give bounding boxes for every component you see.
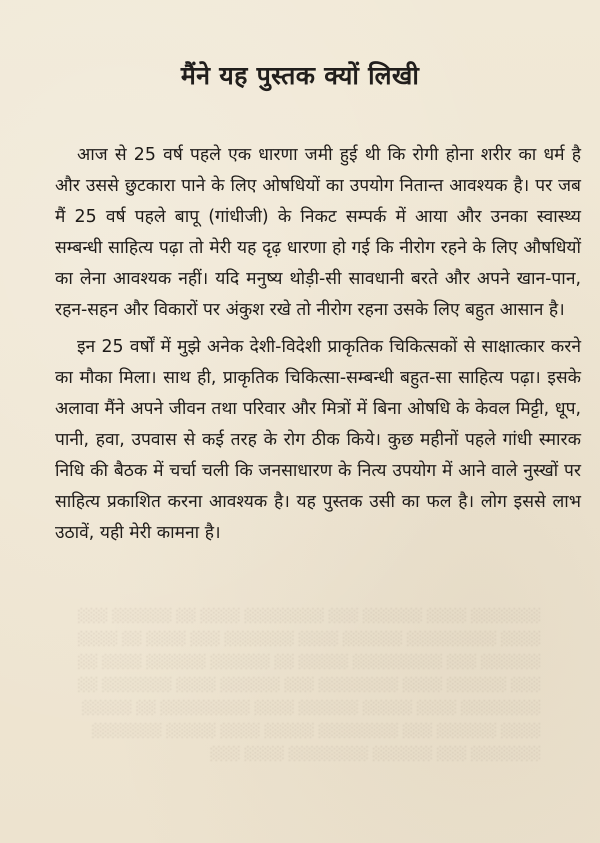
show-through-text-bottom: ░░░░░░░ ░░░░ ░░░░░░ ░░░ ░░░░░░░░ ░░░░ ░░ ░░░░░░ ░░░ ░░░░ ░░░░░░░░░ ░░░░░░ ░░░░ ░░░░░░░ ░░░ ░░░░ ░░ ░░░░ ░░░░░░ ░░░ ░░░░░░░░░ ░░░░░ ░░ ░░░░░░ ░░░░░░ ░░░░ ░░ ░░░ ░░░░░░ ░░░░ ░░░░░░░░ ░░░ ░░░░░░ ░░░░ ░░░░░░░ ░░ ░░░░░░░░ ░░░░ ░░░░░ ░░░░░░ ░░░░ ░░░░░░░░░ ░░ ░░░░░ ░░░░ ░░░░░░ ░░░ ░░░░░░░░ ░░░░░ ░░░░ ░░░░░ ░░░░░░░ ░░░░░░░ ░░░ ░░░░░░ ░░░░░░░░ ░░░░ ░░░ xyxy=(77,609,540,762)
page-title: मैंने यह पुस्तक क्यों लिखी xyxy=(180,61,420,90)
body-text xyxy=(55,140,581,555)
paragraph-2: इन 25 वर्षों में मुझे अनेक देशी-विदेशी प्राकृतिक चिकित्सकों से साक्षात्कार करने का मौका मिला। साथ ही, प्राकृतिक चिकित्सा-सम्बन्धी बहुत-सा साहित्य पढ़ा। इसके अलावा मैंने अपने जीवन तथा परिवार और मित्रों में बिना ओषधि के केवल मिट्टी, धूप, पानी, हवा, उपवास से कई तरह के रोग ठीक किये। कुछ महीनों पहले गांधी स्मारक निधि की बैठक में चर्चा चली कि जनसाधारण के नित्य उपयोग में आने वाले नुस्खों पर साहित्य प्रकाशित करना आवश्यक है। यह पुस्तक उसी का फल है। लोग इससे लाभ उठावें, यही मेरी कामना है। xyxy=(55,337,581,543)
paragraph-1: आज से 25 वर्ष पहले एक धारणा जमी हुई थी कि रोगी होना शरीर का धर्म है और उससे छुटकारा पाने के लिए ओषधियों का उपयोग नितान्त आवश्यक है। पर जब मैं 25 वर्ष पहले बापू (गांधीजी) के निकट सम्पर्क में आया और उनका स्वास्थ्य सम्बन्धी साहित्य पढ़ा तो मेरी यह दृढ़ धारणा हो गई कि नीरोग रहने के लिए औषधियों का लेना आवश्यक नहीं। यदि मनुष्य थोड़ी-सी सावधानी बरते और अपने खान-पान, रहन-सहन और विकारों पर अंकुश रखे तो नीरोग रहना उसके लिए बहुत आसान है। xyxy=(55,145,581,320)
